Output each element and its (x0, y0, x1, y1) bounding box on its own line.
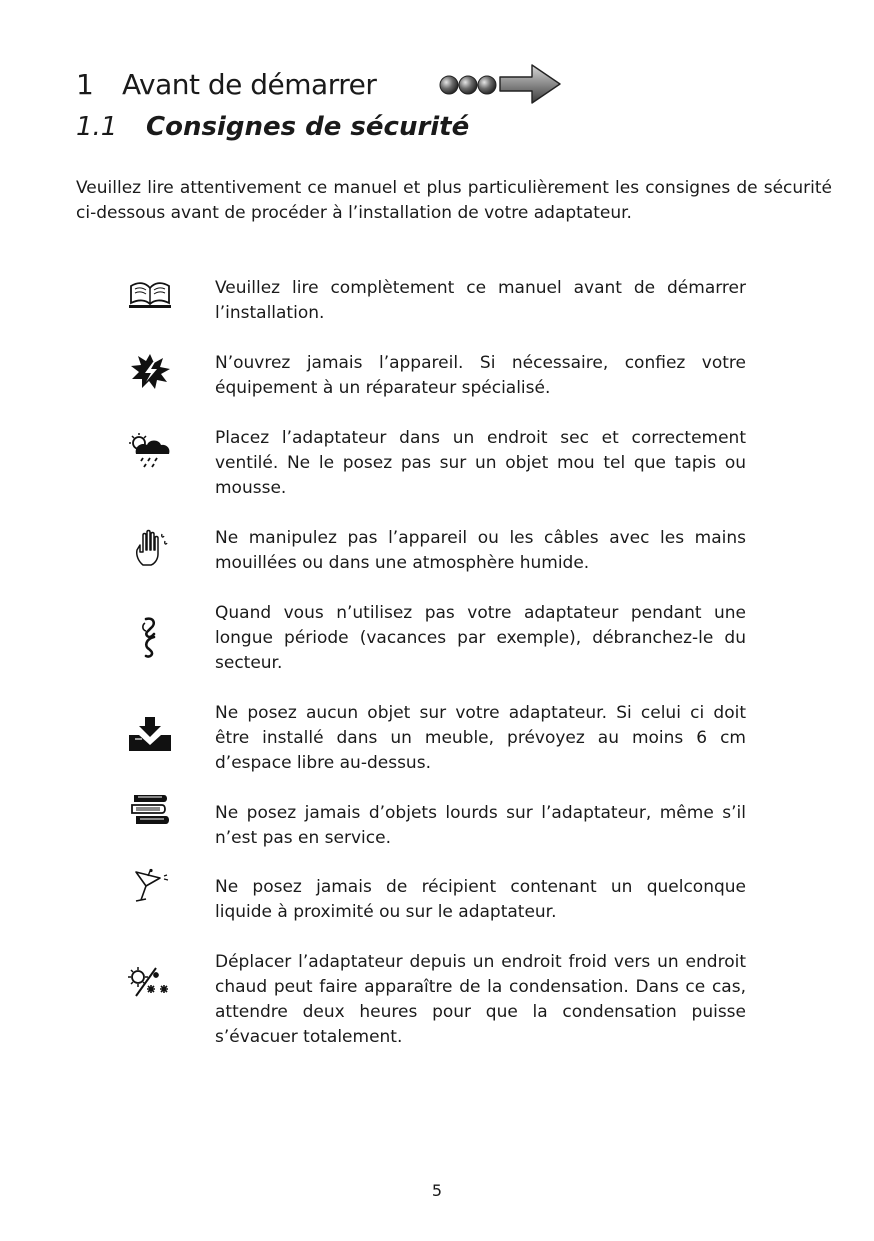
safety-item-text: N’ouvrez jamais l’appareil. Si nécessaire, confiez votre équipement à un réparateur spécialisé. (215, 353, 746, 398)
wet-hand-icon (126, 528, 174, 568)
page-number: 5 (431, 1181, 443, 1200)
safety-item-text: Ne manipulez pas l’appareil ou les câbles avec les mains mouillées ou dans une atmosphère humide. (215, 528, 746, 573)
intro-paragraph: Veuillez lire attentivement ce manuel et plus particulièrement les consignes de sécurité ci-dessous avant de procéder à l’installation de votre adaptateur. (76, 178, 832, 223)
section-heading (76, 68, 376, 101)
navigation-arrow-icon (436, 60, 564, 108)
safety-item-text: Déplacer l’adaptateur depuis un endroit froid vers un endroit chaud peut faire apparaître de la condensation. Dans ce cas, attendre deux heures pour que la condensation puisse s’évacuer totalement. (215, 952, 746, 1047)
section-title: Avant de démarrer (122, 68, 377, 101)
subsection-number: 1.1 (76, 112, 118, 142)
subsection-heading (76, 112, 469, 142)
section-number: 1 (76, 68, 94, 101)
stacked-books-icon (126, 791, 174, 831)
safety-item-text: Ne posez aucun objet sur votre adaptateur. Si celui ci doit être installé dans un meuble, prévoyez au moins 6 cm d’espace libre au-dessus. (215, 703, 746, 773)
subsection-title: Consignes de sécurité (146, 112, 470, 142)
open-book-icon (126, 276, 174, 316)
safety-item-text: Quand vous n’utilisez pas votre adaptateur pendant une longue période (vacances par exemple), débranchez-le du secteur. (215, 603, 746, 673)
lightning-burst-icon (126, 351, 174, 391)
safety-item-text: Ne posez jamais d’objets lourds sur l’adaptateur, même s’il n’est pas en service. (215, 803, 746, 848)
sun-snowflake-icon (126, 962, 174, 1008)
safety-item-text: Ne posez jamais de récipient contenant un quelconque liquide à proximité ou sur le adaptateur. (215, 877, 746, 922)
safety-item-text: Placez l’adaptateur dans un endroit sec et correctement ventilé. Ne le posez pas sur un objet mou tel que tapis ou mousse. (215, 428, 746, 498)
cocktail-glass-icon (126, 867, 174, 907)
plug-icon (126, 615, 174, 661)
weather-rain-icon (126, 430, 174, 470)
box-arrow-down-icon (126, 715, 174, 755)
safety-item-text: Veuillez lire complètement ce manuel avant de démarrer l’installation. (215, 278, 746, 323)
